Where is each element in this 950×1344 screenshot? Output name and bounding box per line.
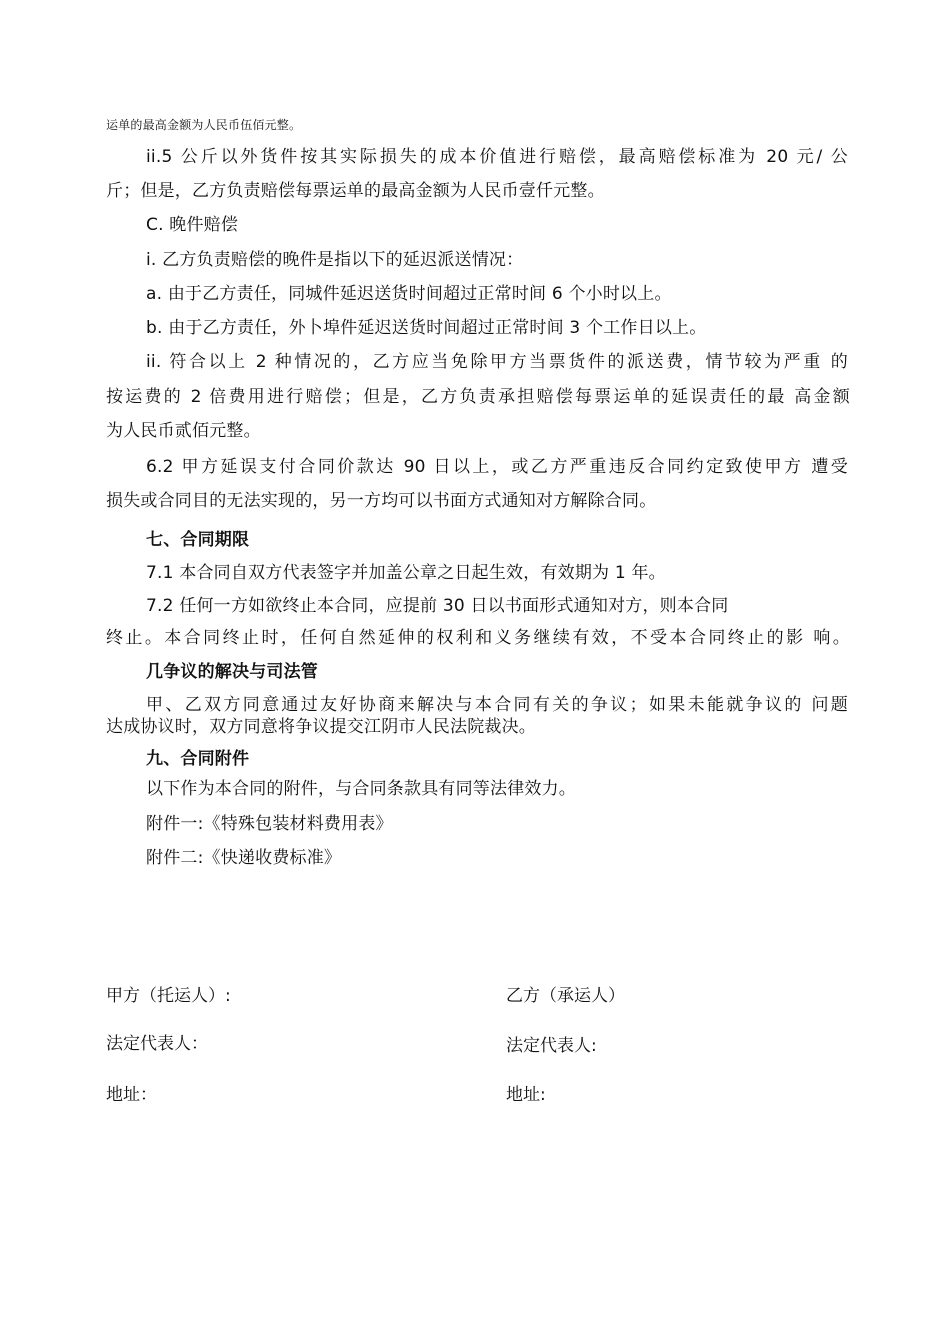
address-b-label: 地址: (506, 1085, 546, 1105)
attachment-item: 附件二:《快递收费标准》 (146, 848, 342, 868)
section-heading: 几争议的解决与司法管 (146, 662, 318, 682)
text-line: i. 乙方负责赔偿的晚件是指以下的延迟派送情况： (146, 250, 524, 270)
text-line: 达成协议时，双方同意将争议提交江阴市人民法院裁决。 (106, 717, 536, 737)
legal-rep-b-label: 法定代表人: (506, 1036, 597, 1056)
text-line: ii. 符合以上 2 种情况的，乙方应当免除甲方当票货件的派送费，情节较为严重 的 (146, 352, 848, 372)
party-b-label: 乙方（承运人） (506, 986, 625, 1006)
text-line: 斤；但是，乙方负责赔偿每票运单的最高金额为人民币壹仟元整。 (106, 181, 605, 201)
legal-rep-a-label: 法定代表人： (106, 1034, 208, 1054)
text-line: 甲、乙双方同意通过友好协商来解决与本合同有关的争议；如果未能就争议的 问题 (146, 695, 848, 715)
text-line: 损失或合同目的无法实现的，另一方均可以书面方式通知对方解除合同。 (106, 491, 657, 511)
text-line: 6.2 甲方延误支付合同价款达 90 日以上，或乙方严重违反合同约定致使甲方 遭受 (146, 457, 848, 477)
text-line: 终止。本合同终止时，任何自然延伸的权利和义务继续有效，不受本合同终止的影 响。 (106, 628, 850, 648)
section-heading: C. 晚件赔偿 (146, 215, 239, 235)
text-line: 7.2 任何一方如欲终止本合同，应提前 30 日以书面形式通知对方，则本合同 (146, 596, 729, 616)
text-line: 7.1 本合同自双方代表签字并加盖公章之日起生效，有效期为 1 年。 (146, 563, 666, 583)
text-line: b. 由于乙方责任，外卜埠件延迟送货时间超过正常时间 3 个工作日以上。 (146, 318, 707, 338)
text-line: ii.5 公斤以外货件按其实际损失的成本价值进行赔偿，最高赔偿标准为 20 元/ 公 (146, 147, 848, 167)
party-a-label: 甲方（托运人）: (106, 986, 231, 1006)
text-line: a. 由于乙方责任，同城件延迟送货时间超过正常时间 6 个小时以上。 (146, 284, 672, 304)
text-line: 为人民币贰佰元整。 (106, 421, 261, 441)
text-line: 按运费的 2 倍费用进行赔偿；但是，乙方负责承担赔偿每票运单的延误责任的最 高金额 (106, 387, 850, 407)
text-line: 运单的最高金额为人民币伍佰元整。 (106, 118, 302, 132)
attachment-item: 附件一:《特殊包装材料费用表》 (146, 814, 393, 834)
address-a-label: 地址： (106, 1085, 157, 1105)
section-heading: 七、合同期限 (146, 530, 250, 550)
section-heading: 九、合同附件 (146, 749, 250, 769)
text-line: 以下作为本合同的附件，与合同条款具有同等法律效力。 (146, 779, 576, 799)
